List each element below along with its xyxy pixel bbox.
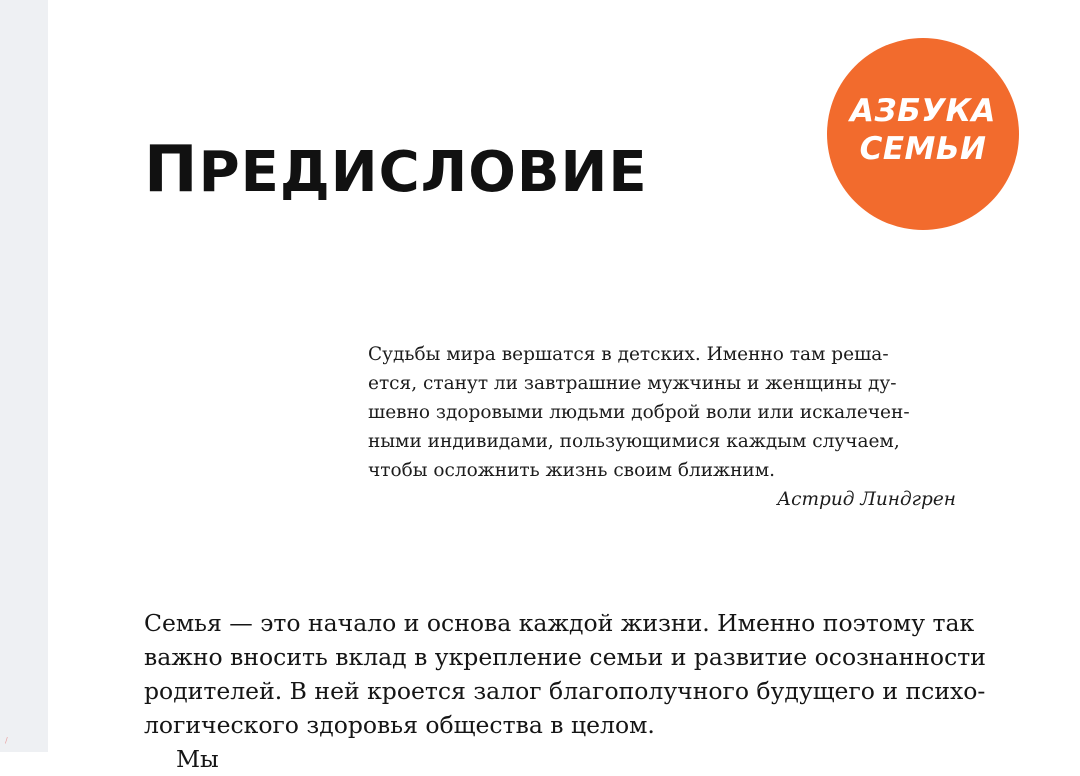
title-rest: РЕДИСЛОВИЕ — [198, 140, 648, 205]
body-line: Семья — это начало и основа каждой жизни. Именно поэтому так — [144, 609, 975, 637]
epigraph — [368, 340, 956, 514]
body-line: важно вносить вклад в укрепление семьи и развитие осознанности — [144, 643, 986, 671]
epigraph-line: ными индивидами, пользующимися каждым случаем, — [368, 431, 900, 452]
book-page — [48, 0, 1080, 773]
epigraph-line: ется, станут ли завтрашние мужчины и женщины ду- — [368, 373, 897, 394]
body-line: Мы — [176, 745, 219, 773]
epigraph-line: чтобы осложнить жизнь своим ближним. — [368, 460, 776, 481]
epigraph-line: шевно здоровыми людьми доброй воли или искалечен- — [368, 402, 910, 423]
page-title — [144, 133, 648, 207]
badge-line-2: СЕМЬИ — [859, 131, 987, 167]
viewer-left-margin — [0, 0, 48, 752]
epigraph-author: Астрид Линдгрен — [777, 489, 956, 510]
body-paragraph — [144, 606, 986, 776]
body-line: логического здоровья общества в целом. — [144, 711, 655, 739]
body-line: родителей. В ней кроется залог благополучного будущего и психо- — [144, 677, 986, 705]
edge-marker: / — [5, 736, 8, 745]
badge-line-1: АЗБУКА — [850, 93, 996, 129]
epigraph-line: Судьбы мира вершатся в детских. Именно там реша- — [368, 344, 889, 365]
series-badge — [827, 38, 1019, 230]
title-first-letter: П — [144, 133, 199, 207]
